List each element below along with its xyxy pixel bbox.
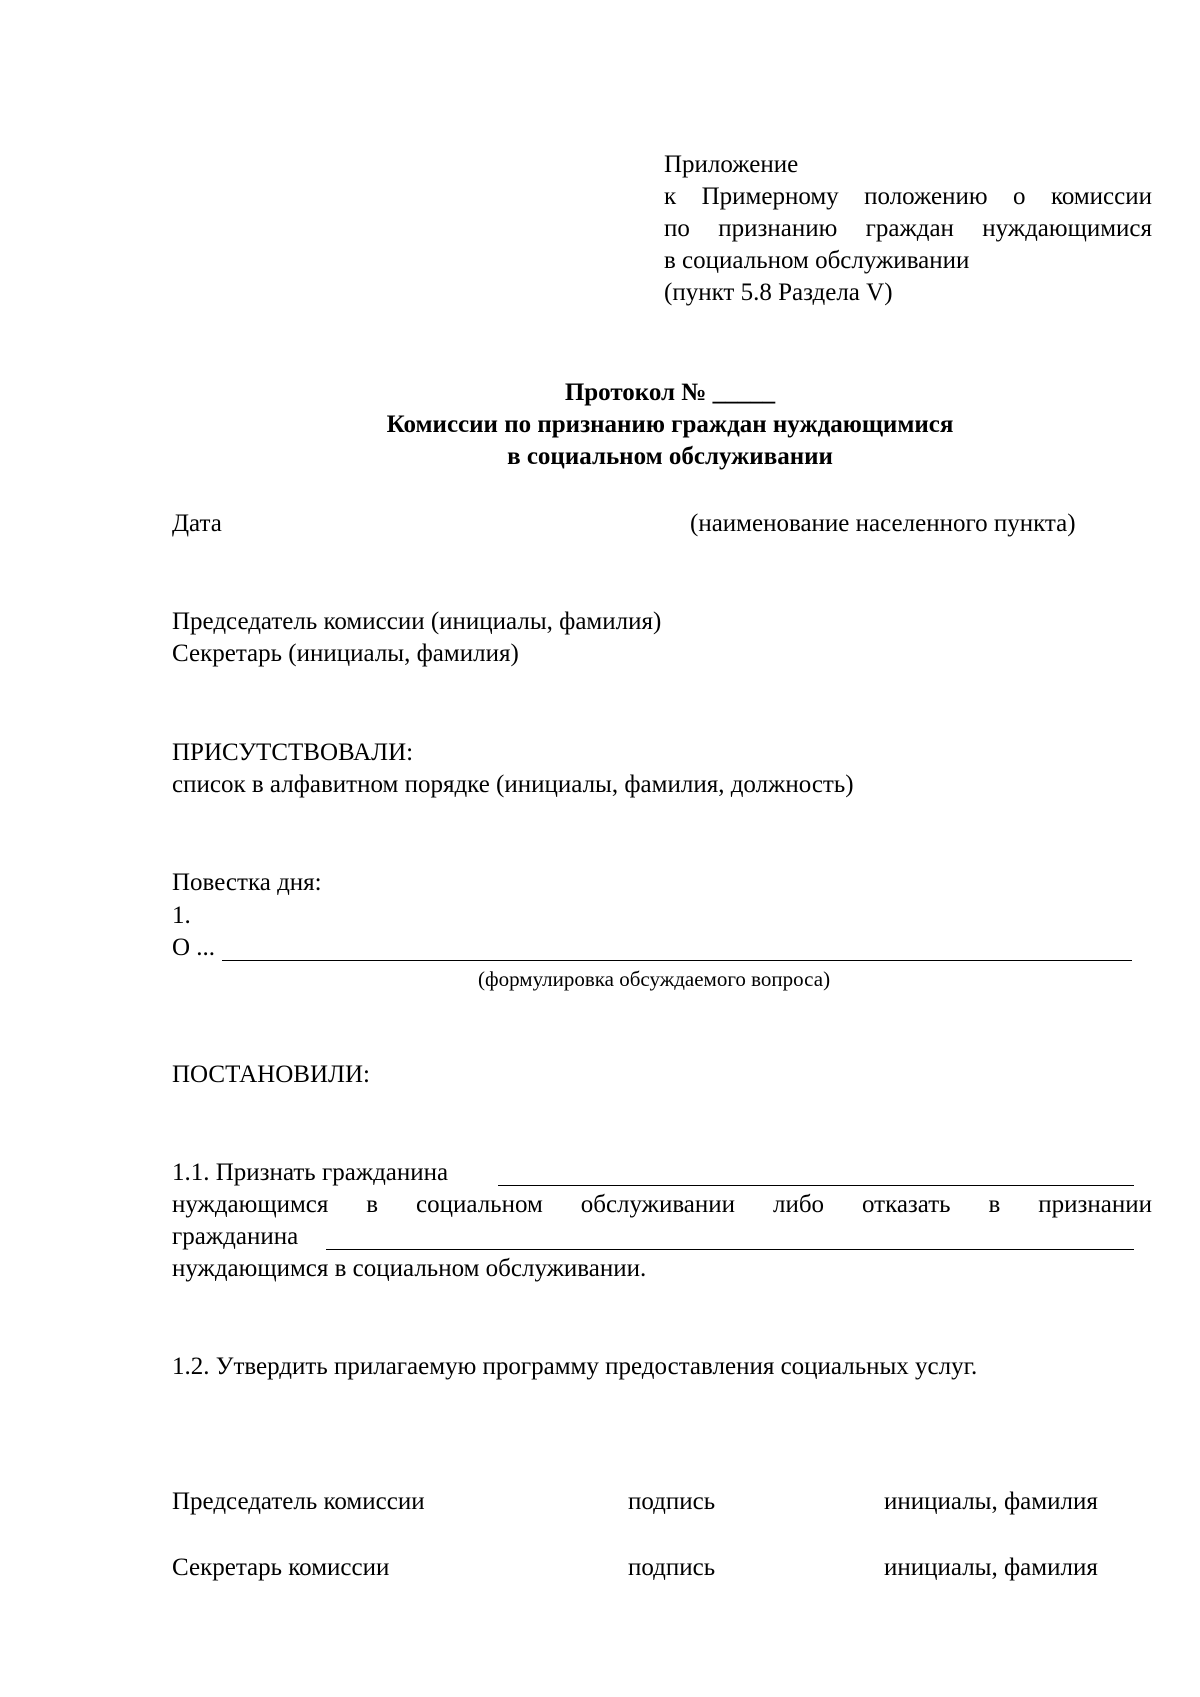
commission-title: Комиссии по признанию граждан нуждающимися <box>386 411 954 438</box>
signature-name-chair: инициалы, фамилия <box>884 1488 1098 1515</box>
agenda-heading: Повестка дня: <box>172 869 322 896</box>
settlement-label: (наименование населенного пункта) <box>690 510 1076 537</box>
resolution-1-1-start: 1.1. Признать гражданина <box>172 1159 449 1186</box>
commission-title-line-2: в социальном обслуживании <box>507 443 833 470</box>
appendix-heading: Приложение <box>664 151 799 178</box>
appendix-line-5: (пункт 5.8 Раздела V) <box>664 279 893 306</box>
agenda-item-blank-line <box>222 960 1132 961</box>
agenda-item-number: 1. <box>172 902 191 929</box>
signature-sign-chair: подпись <box>628 1488 716 1515</box>
date-label: Дата <box>172 510 222 537</box>
resolution-1-1-line-4: нуждающимся в социальном обслуживании. <box>172 1255 647 1282</box>
present-list-note: список в алфавитном порядке (инициалы, фамилия, должность) <box>172 771 854 798</box>
agenda-item-caption: (формулировка обсуждаемого вопроса) <box>478 967 831 991</box>
signature-name-secretary: инициалы, фамилия <box>884 1554 1098 1581</box>
appendix-block <box>664 149 1152 309</box>
resolution-1-1-line-2: нуждающимся в социальном обслуживании либо отказать в признании <box>172 1191 1152 1218</box>
secretary-line: Секретарь (инициалы, фамилия) <box>172 640 519 667</box>
appendix-line-4: в социальном обслуживании <box>664 247 970 274</box>
signature-sign-secretary: подпись <box>628 1554 716 1581</box>
chair-line: Председатель комиссии (инициалы, фамилия) <box>172 608 662 635</box>
resolution-1-2: 1.2. Утвердить прилагаемую программу предоставления социальных услуг. <box>172 1353 978 1380</box>
citizen-name-blank-1 <box>498 1185 1134 1186</box>
protocol-title: Протокол № _____ <box>564 379 776 406</box>
agenda-item-prefix: О ... <box>172 934 216 961</box>
appendix-line-2: к Примерному положению о комиссии <box>664 183 1152 210</box>
resolved-heading: ПОСТАНОВИЛИ: <box>172 1061 370 1088</box>
present-heading: ПРИСУТСТВОВАЛИ: <box>172 739 414 766</box>
resolution-1-1-line-3: гражданина <box>172 1223 299 1250</box>
appendix-line-3: по признанию граждан нуждающимися <box>664 215 1152 242</box>
citizen-name-blank-2 <box>326 1249 1134 1250</box>
signature-role-secretary: Секретарь комиссии <box>172 1554 390 1581</box>
signature-role-chair: Председатель комиссии <box>172 1488 425 1515</box>
